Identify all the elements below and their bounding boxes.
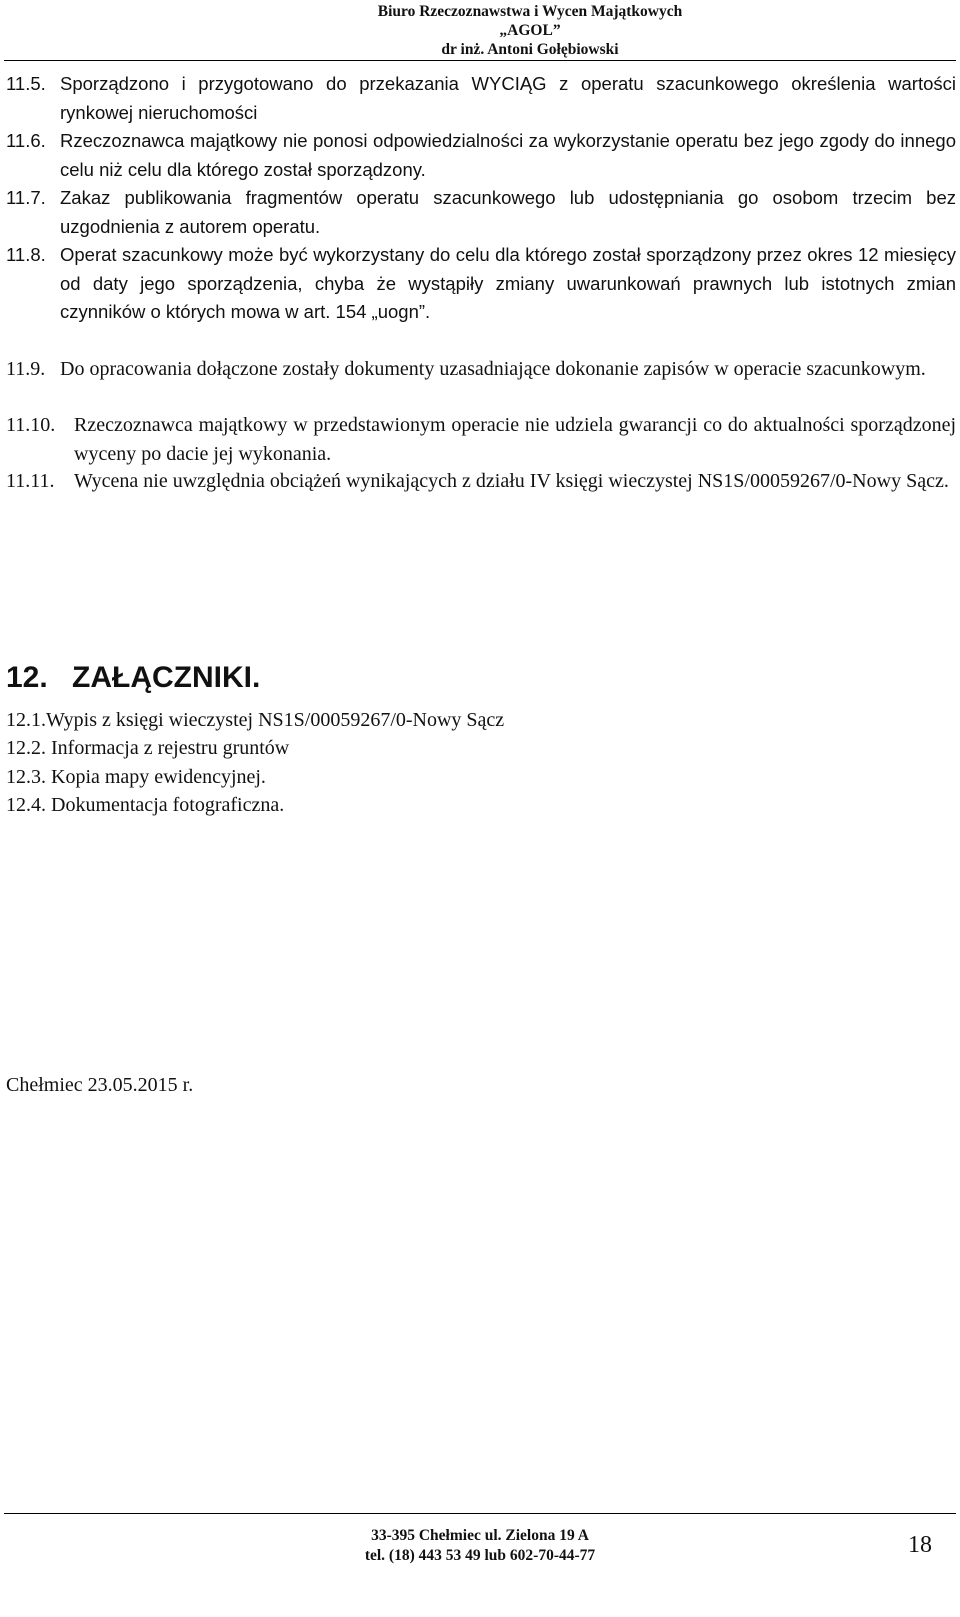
header-company-short: „AGOL”: [499, 22, 561, 39]
item-text: Do opracowania dołączone zostały dokumenty uzasadniające dokonanie zapisów w operacie szacunkowym.: [60, 358, 926, 380]
page-number: 18: [908, 1532, 932, 1558]
item-text: Rzeczoznawca majątkowy w przedstawionym operacie nie udziela gwarancji co do aktualności sporządzonej wyceny po dacie jej wykonania.: [74, 414, 956, 465]
attachment-text: Informacja z rejestru gruntów: [51, 737, 290, 759]
attachment-number: 12.3.: [6, 766, 46, 788]
header-author: dr inż. Antoni Gołębiowski: [441, 41, 619, 58]
footer-phone: tel. (18) 443 53 49 lub 602-70-44-77: [364, 1547, 596, 1564]
place-and-date: Chełmiec 23.05.2015 r.: [6, 1074, 194, 1096]
attachment-number: 12.1.: [6, 709, 46, 731]
list-item-11-11: [6, 467, 956, 496]
header-company-name: Biuro Rzeczoznawstwa i Wycen Majątkowych: [377, 3, 683, 20]
page-footer: [250, 1526, 710, 1566]
list-item-11-5: [6, 70, 956, 127]
list-item-11-8: [6, 241, 956, 327]
item-text: Zakaz publikowania fragmentów operatu szacunkowego lub udostępniania go osobom trzecim bez uzgodnienia z autorem operatu.: [60, 187, 956, 237]
attachment-text: Kopia mapy ewidencyjnej.: [51, 766, 266, 788]
footer-divider: [4, 1513, 956, 1514]
attachment-number: 12.2.: [6, 737, 46, 759]
section-title: ZAŁĄCZNIKI.: [72, 661, 261, 694]
item-text: Wycena nie uwzględnia obciążeń wynikających z działu IV księgi wieczystej NS1S/00059267/0-Nowy Sącz.: [74, 470, 949, 492]
item-number: 11.5.: [6, 73, 46, 94]
attachment-item: [6, 791, 284, 820]
section-number: 12.: [6, 661, 48, 694]
item-number: 11.9.: [6, 358, 46, 380]
attachment-item: [6, 706, 504, 735]
list-item-11-10: [6, 411, 956, 468]
list-item-11-6: [6, 127, 956, 184]
item-text: Operat szacunkowy może być wykorzystany do celu dla którego został sporządzony przez okres 12 miesięcy od daty jego sporządzenia, chyba że wystąpiły zmiany uwarunkowań prawnych lub istotnych zmian czynników o których mowa w art. 154 „uogn”.: [60, 244, 956, 323]
list-item-11-7: [6, 184, 956, 241]
item-number: 11.10.: [6, 414, 56, 436]
item-text: Rzeczoznawca majątkowy nie ponosi odpowiedzialności za wykorzystanie operatu bez jego zgody do innego celu niż celu dla którego został sporządzony.: [60, 130, 956, 180]
item-number: 11.11.: [6, 470, 55, 492]
item-number: 11.7.: [6, 187, 46, 208]
attachment-text: Wypis z księgi wieczystej NS1S/00059267/0-Nowy Sącz: [46, 709, 505, 731]
item-number: 11.6.: [6, 130, 46, 151]
attachment-number: 12.4.: [6, 794, 46, 816]
item-text: Sporządzono i przygotowano do przekazania WYCIĄG z operatu szacunkowego określenia wartości rynkowej nieruchomości: [60, 73, 956, 123]
item-number: 11.8.: [6, 244, 46, 265]
footer-address: 33-395 Chełmiec ul. Zielona 19 A: [371, 1527, 589, 1544]
section-heading: [6, 658, 260, 698]
page-header: [100, 2, 960, 59]
list-item-11-9: [6, 355, 956, 384]
attachment-text: Dokumentacja fotograficzna.: [51, 794, 285, 816]
attachment-item: [6, 763, 266, 792]
attachment-item: [6, 734, 289, 763]
header-divider: [4, 60, 956, 61]
